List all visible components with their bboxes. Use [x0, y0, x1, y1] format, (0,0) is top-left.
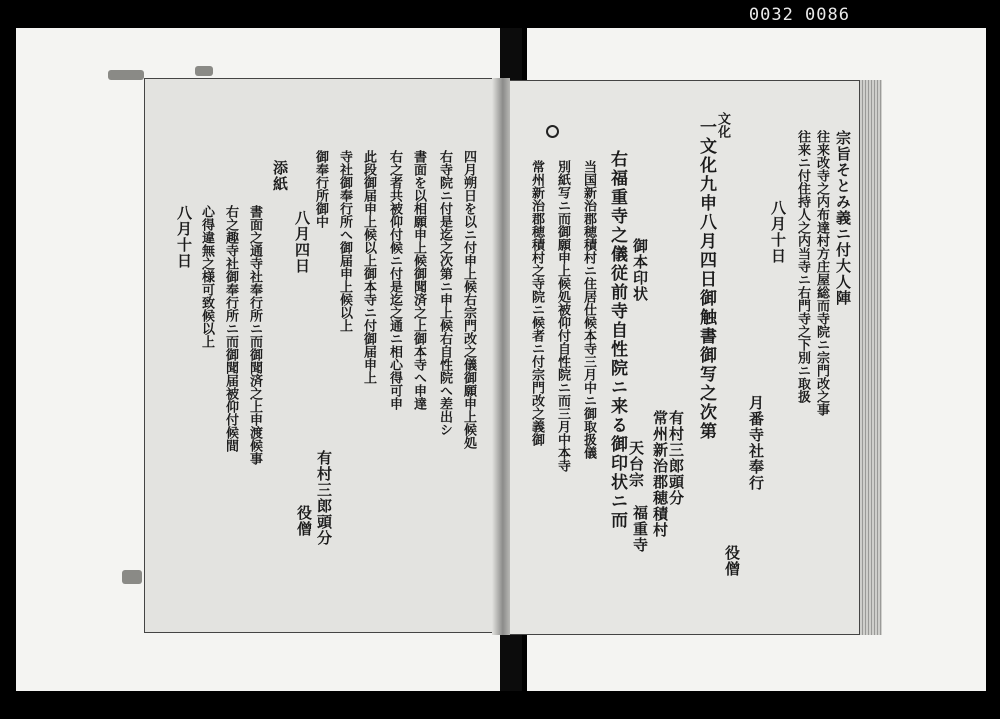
right_page-column: 別紙写ニ而御願申上候処被仰付自性院ニ而三月中本寺	[555, 160, 570, 472]
binding-tab-top-small	[195, 66, 213, 76]
right_page-column: 福重寺	[631, 505, 649, 553]
left_page-column: 役僧	[295, 505, 313, 537]
left_page-column: 右之者共被仰付候ニ付是迄之通ニ相心得可申	[387, 150, 402, 410]
right_page-column: 有村三郎頭分	[667, 410, 685, 506]
right_page-column: 常州新治郡穂積村之寺院ニ候者ニ付宗門改之義御	[529, 160, 544, 446]
right_page-column: 宗旨そとみ義ニ付大人陣	[834, 130, 852, 306]
left_page-column: 右之趣寺社御奉行所ニ而御聞届被仰付候間	[223, 205, 238, 452]
book-binding	[492, 78, 510, 635]
right_page-column: 御本印状	[631, 238, 649, 302]
left_page-column: 右寺院ニ付是迄之次第ニ申上候右自性院へ差出シ	[437, 150, 452, 436]
right_page-column: 文化	[715, 112, 730, 138]
right_page-column: 一文化九申八月四日御触書御写之次第	[696, 118, 716, 441]
right_page-column: 役僧	[723, 545, 741, 577]
right_page-column: 月番寺社奉行	[747, 395, 765, 491]
left_page-column: 有村三郎頭分	[315, 450, 333, 546]
right_page-column: 八月十日	[769, 200, 787, 264]
right_page-column: 天台宗	[627, 440, 645, 488]
left_page-column: 四月朔日を以ニ付申上候右宗門改之儀御願申上候処	[461, 150, 476, 449]
right_page-column: 往来ニ付住持人之内当寺ニ右門寺之下別ニ取扱	[795, 130, 810, 403]
microfilm-frame-number: 0032 0086	[748, 5, 850, 25]
page-edges	[860, 80, 882, 635]
right_page-column: 往来改寺之内布達村方庄屋総而寺院ニ宗門改之事	[814, 130, 829, 416]
left_page-column: 心得違無之様可致候以上	[199, 205, 214, 348]
left_page-column: 御奉行所御中	[313, 150, 328, 228]
ink-circle-mark	[546, 125, 559, 138]
binding-tab-top	[108, 70, 144, 80]
binding-tab-bottom	[122, 570, 142, 584]
right_page-column: 当国新治郡穂積村ニ住居仕候本寺三月中ニ御取扱儀	[581, 160, 596, 459]
left_page-column: 八月十日	[175, 205, 193, 269]
right_page-column: 常州新治郡穂積村	[651, 410, 669, 538]
left_page-column: 八月四日	[293, 210, 311, 274]
left_page-column: 此段御届申上候以上御本寺ニ付御届申上	[361, 150, 376, 384]
left_page-column: 書面を以相願申上候御聞済之上御本寺へ申達	[411, 150, 426, 410]
right_page-column: 右福重寺之儀従前寺自性院ニ来る御印状ニ而	[607, 150, 627, 530]
left_page-column: 寺社御奉行所へ御届申上候以上	[337, 150, 352, 332]
left_page-column: 書面之通寺社奉行所ニ而御聞済之上申渡候事	[247, 205, 262, 465]
left_page-column: 添紙	[271, 160, 289, 192]
